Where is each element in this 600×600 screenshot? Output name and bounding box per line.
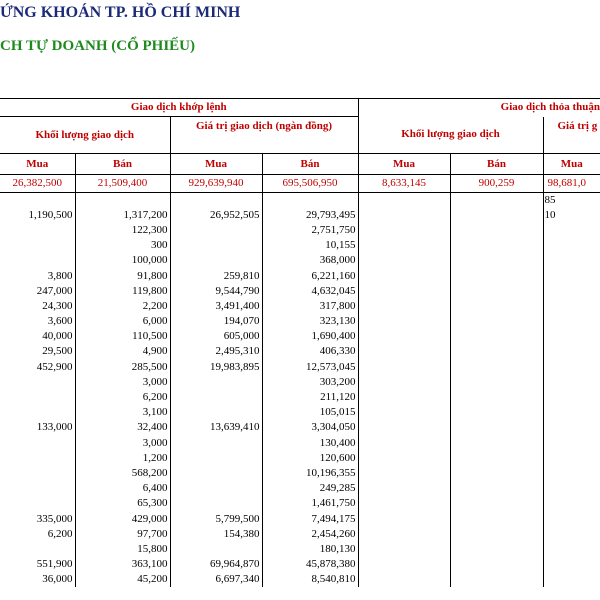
table-cell bbox=[543, 496, 600, 511]
table-row bbox=[0, 253, 600, 268]
table-cell: 8,540,810 bbox=[262, 572, 358, 587]
table-cell bbox=[450, 542, 543, 557]
table-cell bbox=[358, 238, 450, 253]
table-cell: 3,100 bbox=[75, 405, 170, 420]
table-cell: 19,983,895 bbox=[170, 360, 262, 375]
table-cell bbox=[358, 557, 450, 572]
table-cell: 45,200 bbox=[75, 572, 170, 587]
table-cell: 130,400 bbox=[262, 436, 358, 451]
table-cell: 45,878,380 bbox=[262, 557, 358, 572]
table-cell bbox=[358, 542, 450, 557]
table-cell: 3,800 bbox=[0, 268, 75, 283]
table-cell bbox=[543, 436, 600, 451]
table-cell bbox=[75, 193, 170, 208]
table-cell bbox=[358, 329, 450, 344]
table-cell: 363,100 bbox=[75, 557, 170, 572]
table-cell: 3,491,400 bbox=[170, 299, 262, 314]
col-buy-volume: Mua bbox=[0, 154, 75, 175]
table-cell bbox=[543, 542, 600, 557]
table-row bbox=[0, 511, 600, 526]
table-cell bbox=[358, 481, 450, 496]
table-cell bbox=[358, 193, 450, 208]
table-cell bbox=[358, 375, 450, 390]
table-cell bbox=[450, 511, 543, 526]
table-cell bbox=[358, 208, 450, 223]
table-cell bbox=[450, 466, 543, 481]
table-cell bbox=[0, 496, 75, 511]
table-cell bbox=[170, 542, 262, 557]
table-cell bbox=[358, 284, 450, 299]
table-row bbox=[0, 193, 600, 208]
col-buy-value: Mua bbox=[170, 154, 262, 175]
subheader-value-matched: Giá trị giao dịch (ngàn đồng) bbox=[170, 117, 358, 154]
table-cell bbox=[450, 360, 543, 375]
table-cell bbox=[170, 451, 262, 466]
table-cell: 6,400 bbox=[75, 481, 170, 496]
table-cell: 3,304,050 bbox=[262, 420, 358, 435]
table-cell: 568,200 bbox=[75, 466, 170, 481]
table-cell bbox=[450, 436, 543, 451]
table-cell bbox=[543, 314, 600, 329]
table-cell: 247,000 bbox=[0, 284, 75, 299]
table-cell bbox=[450, 405, 543, 420]
table-cell bbox=[358, 223, 450, 238]
table-cell: 335,000 bbox=[0, 511, 75, 526]
table-cell bbox=[450, 572, 543, 587]
table-cell bbox=[0, 193, 75, 208]
table-cell bbox=[358, 268, 450, 283]
table-cell bbox=[358, 572, 450, 587]
table-cell: 2,751,750 bbox=[262, 223, 358, 238]
table-cell bbox=[450, 420, 543, 435]
table-row bbox=[0, 557, 600, 572]
totals-row bbox=[0, 175, 600, 193]
table-cell bbox=[0, 451, 75, 466]
table-cell bbox=[543, 299, 600, 314]
table-cell bbox=[170, 496, 262, 511]
table-cell bbox=[450, 314, 543, 329]
total-cell: 98,681,0 bbox=[543, 175, 600, 193]
table-cell: 12,573,045 bbox=[262, 360, 358, 375]
table-cell: 6,200 bbox=[0, 527, 75, 542]
table-row bbox=[0, 223, 600, 238]
table-row bbox=[0, 375, 600, 390]
table-cell bbox=[170, 253, 262, 268]
table-cell: 6,000 bbox=[75, 314, 170, 329]
table-cell bbox=[358, 360, 450, 375]
group-header-negotiated: Giao dịch thỏa thuận bbox=[358, 99, 600, 117]
table-cell bbox=[543, 405, 600, 420]
table-cell: 1,190,500 bbox=[0, 208, 75, 223]
table-cell bbox=[543, 344, 600, 359]
table-row bbox=[0, 268, 600, 283]
trading-table bbox=[0, 98, 600, 587]
table-cell bbox=[450, 329, 543, 344]
table-cell bbox=[543, 557, 600, 572]
table-cell: 29,500 bbox=[0, 344, 75, 359]
table-cell: 6,697,340 bbox=[170, 572, 262, 587]
col-buy-neg-value: Mua bbox=[543, 154, 600, 175]
table-cell bbox=[170, 436, 262, 451]
total-cell: 929,639,940 bbox=[170, 175, 262, 193]
page-subtitle: CH TỰ DOANH (CỔ PHIẾU) bbox=[0, 38, 195, 54]
table-cell: 122,300 bbox=[75, 223, 170, 238]
subheader-volume-matched: Khối lượng giao dịch bbox=[0, 117, 170, 154]
table-cell: 285,500 bbox=[75, 360, 170, 375]
table-cell: 15,800 bbox=[75, 542, 170, 557]
table-cell bbox=[0, 223, 75, 238]
table-cell bbox=[170, 193, 262, 208]
table-cell bbox=[450, 481, 543, 496]
table-cell: 13,639,410 bbox=[170, 420, 262, 435]
table-cell: 65,300 bbox=[75, 496, 170, 511]
total-cell: 900,259 bbox=[450, 175, 543, 193]
table-cell: 317,800 bbox=[262, 299, 358, 314]
table-cell bbox=[543, 238, 600, 253]
table-row bbox=[0, 344, 600, 359]
table-cell bbox=[543, 390, 600, 405]
table-cell bbox=[358, 451, 450, 466]
table-row bbox=[0, 451, 600, 466]
table-cell bbox=[543, 360, 600, 375]
table-cell: 3,000 bbox=[75, 436, 170, 451]
table-cell: 110,500 bbox=[75, 329, 170, 344]
table-cell: 4,900 bbox=[75, 344, 170, 359]
table-cell: 1,200 bbox=[75, 451, 170, 466]
table-cell bbox=[450, 284, 543, 299]
table-cell: 24,300 bbox=[0, 299, 75, 314]
total-cell: 695,506,950 bbox=[262, 175, 358, 193]
table-cell bbox=[358, 511, 450, 526]
table-row bbox=[0, 405, 600, 420]
table-cell: 10 bbox=[544, 208, 556, 221]
table-cell bbox=[170, 466, 262, 481]
table-cell: 1,690,400 bbox=[262, 329, 358, 344]
table-row bbox=[0, 481, 600, 496]
table-cell bbox=[0, 375, 75, 390]
table-cell bbox=[262, 193, 358, 208]
table-cell bbox=[450, 268, 543, 283]
table-row bbox=[0, 542, 600, 557]
table-cell bbox=[170, 390, 262, 405]
table-cell: 69,964,870 bbox=[170, 557, 262, 572]
table-row bbox=[0, 527, 600, 542]
table-cell: 303,200 bbox=[262, 375, 358, 390]
table-cell: 32,400 bbox=[75, 420, 170, 435]
table-cell: 259,810 bbox=[170, 268, 262, 283]
table-cell bbox=[543, 527, 600, 542]
table-cell bbox=[543, 284, 600, 299]
table-cell bbox=[450, 451, 543, 466]
table-cell: 26,952,505 bbox=[170, 208, 262, 223]
table-cell: 5,799,500 bbox=[170, 511, 262, 526]
total-cell: 8,633,145 bbox=[358, 175, 450, 193]
table-cell bbox=[450, 223, 543, 238]
table-row bbox=[0, 436, 600, 451]
table-row bbox=[0, 329, 600, 344]
table-cell: 4,632,045 bbox=[262, 284, 358, 299]
table-cell bbox=[358, 466, 450, 481]
table-row bbox=[0, 360, 600, 375]
table-cell: 10,155 bbox=[262, 238, 358, 253]
table-row bbox=[0, 466, 600, 481]
table-cell bbox=[0, 238, 75, 253]
table-cell bbox=[0, 481, 75, 496]
table-cell bbox=[450, 208, 543, 223]
table-cell bbox=[0, 542, 75, 557]
table-cell bbox=[0, 436, 75, 451]
table-cell bbox=[358, 253, 450, 268]
table-cell bbox=[543, 466, 600, 481]
data-rows bbox=[0, 193, 600, 588]
table-cell: 452,900 bbox=[0, 360, 75, 375]
table-cell: 85 bbox=[544, 193, 556, 206]
table-cell: 406,330 bbox=[262, 344, 358, 359]
table-cell: 91,800 bbox=[75, 268, 170, 283]
table-cell bbox=[450, 527, 543, 542]
page-title: ỨNG KHOÁN TP. HỒ CHÍ MINH bbox=[0, 4, 241, 21]
table-cell: 6,221,160 bbox=[262, 268, 358, 283]
table-cell: 429,000 bbox=[75, 511, 170, 526]
table-cell: 29,793,495 bbox=[262, 208, 358, 223]
table-cell: 2,454,260 bbox=[262, 527, 358, 542]
table-cell: 3,600 bbox=[0, 314, 75, 329]
table-cell bbox=[543, 253, 600, 268]
table-cell bbox=[543, 481, 600, 496]
table-row bbox=[0, 284, 600, 299]
table-cell: 300 bbox=[75, 238, 170, 253]
table-cell: 2,200 bbox=[75, 299, 170, 314]
table-cell: 180,130 bbox=[262, 542, 358, 557]
table-cell bbox=[543, 375, 600, 390]
table-cell bbox=[170, 405, 262, 420]
table-cell bbox=[0, 405, 75, 420]
table-cell bbox=[358, 436, 450, 451]
table-cell: 97,700 bbox=[75, 527, 170, 542]
table-cell bbox=[543, 451, 600, 466]
subheader-value-negotiated: Giá trị g bbox=[557, 119, 598, 132]
table-cell: 211,120 bbox=[262, 390, 358, 405]
table-cell: 133,000 bbox=[0, 420, 75, 435]
table-cell: 9,544,790 bbox=[170, 284, 262, 299]
total-cell: 26,382,500 bbox=[0, 175, 75, 193]
table-cell: 1,317,200 bbox=[75, 208, 170, 223]
table-cell bbox=[450, 344, 543, 359]
table-cell: 10,196,355 bbox=[262, 466, 358, 481]
table-cell: 368,000 bbox=[262, 253, 358, 268]
col-sell-value: Bán bbox=[262, 154, 358, 175]
table-cell: 323,130 bbox=[262, 314, 358, 329]
table-cell bbox=[358, 420, 450, 435]
table-cell bbox=[358, 299, 450, 314]
col-sell-volume: Bán bbox=[75, 154, 170, 175]
table-cell bbox=[170, 375, 262, 390]
table-cell: 120,600 bbox=[262, 451, 358, 466]
table-cell bbox=[170, 481, 262, 496]
table-row bbox=[0, 314, 600, 329]
table-cell bbox=[170, 223, 262, 238]
table-cell: 1,461,750 bbox=[262, 496, 358, 511]
table-row bbox=[0, 496, 600, 511]
table-cell bbox=[0, 466, 75, 481]
table-cell bbox=[543, 572, 600, 587]
table-cell bbox=[450, 238, 543, 253]
table-cell bbox=[170, 238, 262, 253]
table-cell bbox=[450, 299, 543, 314]
table-row bbox=[0, 299, 600, 314]
table-cell: 40,000 bbox=[0, 329, 75, 344]
table-row bbox=[0, 208, 600, 223]
table-cell: 249,285 bbox=[262, 481, 358, 496]
table-cell bbox=[450, 193, 543, 208]
table-cell: 6,200 bbox=[75, 390, 170, 405]
table-cell: 3,000 bbox=[75, 375, 170, 390]
table-cell: 119,800 bbox=[75, 284, 170, 299]
table-cell: 2,495,310 bbox=[170, 344, 262, 359]
table-cell: 7,494,175 bbox=[262, 511, 358, 526]
col-buy-neg-volume: Mua bbox=[358, 154, 450, 175]
table-cell bbox=[543, 329, 600, 344]
table-cell bbox=[358, 344, 450, 359]
trading-sheet bbox=[0, 98, 600, 587]
group-header-matched: Giao dịch khớp lệnh bbox=[0, 99, 358, 117]
table-cell bbox=[0, 253, 75, 268]
table-row bbox=[0, 238, 600, 253]
table-cell: 194,070 bbox=[170, 314, 262, 329]
table-cell: 605,000 bbox=[170, 329, 262, 344]
col-sell-neg-volume: Bán bbox=[450, 154, 543, 175]
table-cell: 100,000 bbox=[75, 253, 170, 268]
table-cell bbox=[358, 314, 450, 329]
table-cell: 551,900 bbox=[0, 557, 75, 572]
table-cell bbox=[450, 496, 543, 511]
table-cell bbox=[358, 496, 450, 511]
table-cell bbox=[358, 390, 450, 405]
table-cell bbox=[450, 557, 543, 572]
table-row bbox=[0, 390, 600, 405]
subheader-volume-negotiated: Khối lượng giao dịch bbox=[358, 117, 543, 154]
table-cell: 105,015 bbox=[262, 405, 358, 420]
table-row bbox=[0, 572, 600, 587]
table-cell bbox=[543, 420, 600, 435]
table-cell bbox=[543, 511, 600, 526]
table-cell bbox=[450, 375, 543, 390]
table-cell: 36,000 bbox=[0, 572, 75, 587]
table-cell bbox=[358, 405, 450, 420]
table-cell: 154,380 bbox=[170, 527, 262, 542]
table-cell bbox=[543, 268, 600, 283]
table-row bbox=[0, 420, 600, 435]
table-cell bbox=[0, 390, 75, 405]
table-cell bbox=[358, 527, 450, 542]
total-cell: 21,509,400 bbox=[75, 175, 170, 193]
table-cell bbox=[450, 390, 543, 405]
table-cell bbox=[543, 223, 600, 238]
table-cell bbox=[450, 253, 543, 268]
